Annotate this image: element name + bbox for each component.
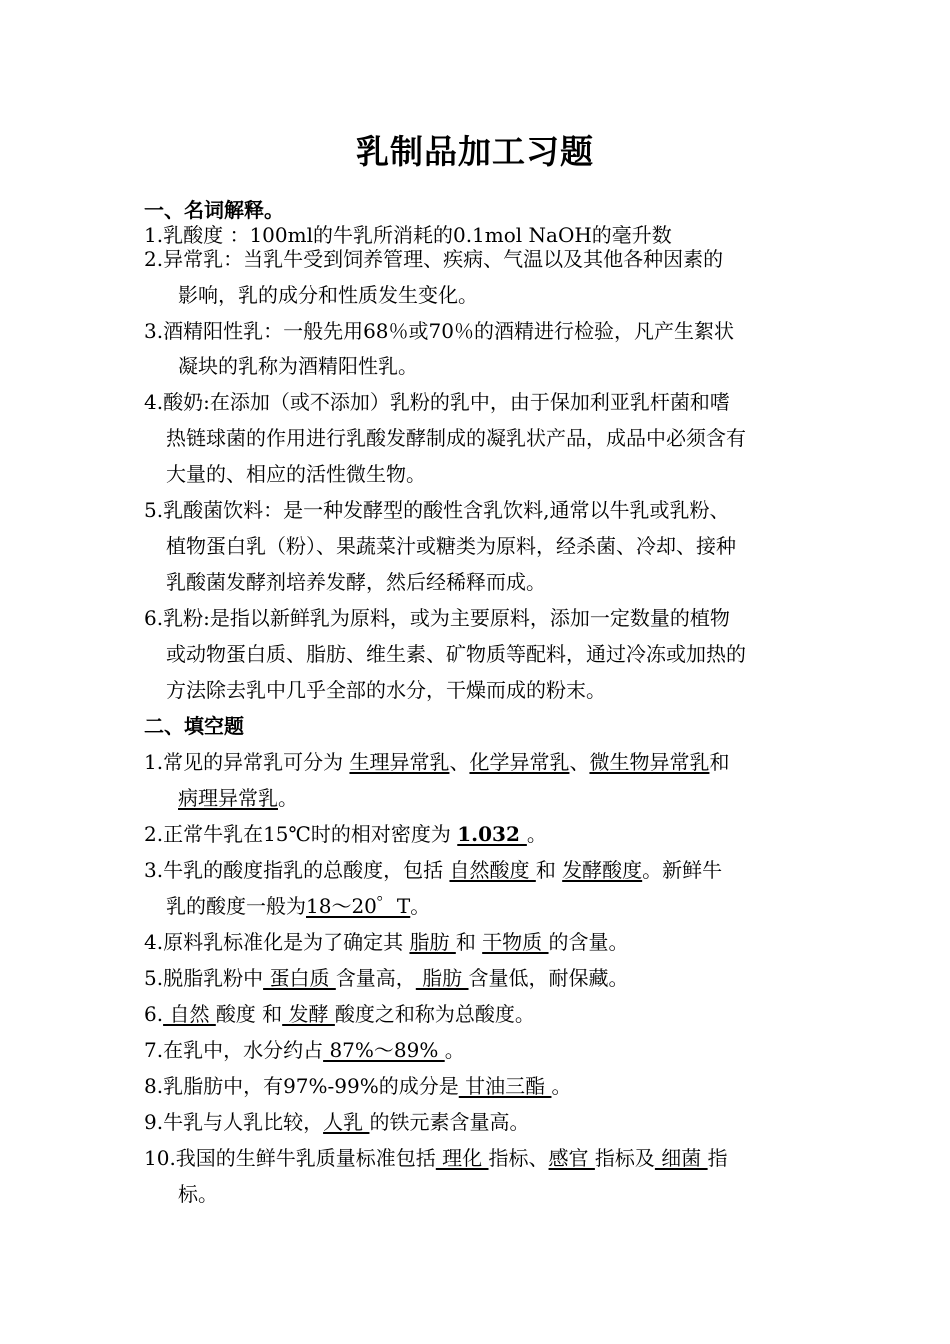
answer-blank: 蛋白质 [263, 966, 336, 990]
answer-blank: 微生物异常乳 [589, 750, 710, 774]
answer-blank: 干物质 [482, 930, 549, 954]
definition-5-cont-2: 乳酸菌发酵剂培养发酵，然后经稀释而成。 [166, 570, 546, 594]
answer-blank: 18～20゜T [306, 894, 411, 918]
question-3: 3.牛乳的酸度指乳的总酸度，包括 自然酸度 和 发酵酸度。新鲜牛 [144, 858, 723, 882]
answer-blank: 发酵 [282, 1002, 335, 1026]
answer-blank: 化学异常乳 [469, 750, 570, 774]
answer-blank: 人乳 [323, 1110, 370, 1134]
question-7: 7.在乳中，水分约占 87%～89% 。 [144, 1038, 465, 1062]
definition-6: 6.乳粉:是指以新鲜乳为原料，或为主要原料，添加一定数量的植物 [144, 606, 730, 630]
question-10-cont: 标。 [178, 1182, 218, 1206]
question-6: 6. 自然 酸度 和 发酵 酸度之和称为总酸度。 [144, 1002, 535, 1026]
definition-4: 4.酸奶:在添加（或不添加）乳粉的乳中，由于保加利亚乳杆菌和嗜 [144, 390, 730, 414]
answer-blank: 感官 [548, 1146, 595, 1170]
definition-2: 2.异常乳：当乳牛受到饲养管理、疾病、气温以及其他各种因素的 [144, 247, 724, 271]
page-title: 乳制品加工习题 [356, 132, 594, 171]
question-4: 4.原料乳标准化是为了确定其 脂肪 和 干物质 的含量。 [144, 930, 629, 954]
question-3-cont: 乳的酸度一般为18～20゜T。 [166, 894, 431, 918]
question-8: 8.乳脂肪中，有97%-99%的成分是 甘油三酯 。 [144, 1074, 572, 1098]
answer-blank: 脂肪 [409, 930, 456, 954]
definition-3: 3.酒精阳性乳：一般先用68％或70％的酒精进行检验，凡产生絮状 [144, 319, 734, 343]
question-10: 10.我国的生鲜牛乳质量标准包括 理化 指标、感官 指标及 细菌 指 [144, 1146, 728, 1170]
answer-blank: 理化 [435, 1146, 489, 1170]
definition-6-cont-1: 或动物蛋白质、脂肪、维生素、矿物质等配料，通过冷冻或加热的 [166, 642, 746, 666]
answer-blank: 细菌 [654, 1146, 708, 1170]
definition-4-cont-2: 大量的、相应的活性微生物。 [166, 462, 426, 486]
definition-2-cont: 影响，乳的成分和性质发生变化。 [178, 283, 478, 307]
answer-blank: 发酵酸度 [562, 858, 643, 882]
definition-4-cont-1: 热链球菌的作用进行乳酸发酵制成的凝乳状产品，成品中必须含有 [166, 426, 746, 450]
answer-blank: 自然 [163, 1002, 216, 1026]
question-2: 2.正常牛乳在15℃时的相对密度为 1.032 。 [144, 822, 547, 846]
answer-blank: 1.032 [457, 822, 527, 846]
section-heading-fill-blank: 二、填空题 [144, 714, 244, 738]
question-9: 9.牛乳与人乳比较，人乳 的铁元素含量高。 [144, 1110, 530, 1134]
definition-1: 1.乳酸度 ：100ml的牛乳所消耗的0.1mol NaOH的毫升数 [144, 223, 672, 247]
answer-blank: 甘油三酯 [458, 1074, 552, 1098]
definition-5: 5.乳酸菌饮料：是一种发酵型的酸性含乳饮料,通常以牛乳或乳粉、 [144, 498, 730, 522]
answer-blank: 自然酸度 [449, 858, 536, 882]
answer-blank: 87%～89% [323, 1038, 445, 1062]
question-5: 5.脱脂乳粉中 蛋白质 含量高， 脂肪 含量低，耐保藏。 [144, 966, 629, 990]
answer-blank: 病理异常乳 [178, 786, 278, 810]
answer-blank: 脂肪 [415, 966, 469, 990]
definition-6-cont-2: 方法除去乳中几乎全部的水分，干燥而成的粉末。 [166, 678, 606, 702]
definition-3-cont: 凝块的乳称为酒精阳性乳。 [178, 354, 418, 378]
question-1: 1.常见的异常乳可分为 生理异常乳、化学异常乳、微生物异常乳和 [144, 750, 730, 774]
question-1-cont: 病理异常乳。 [178, 786, 298, 810]
section-heading-definitions: 一、名词解释。 [144, 198, 284, 222]
definition-5-cont-1: 植物蛋白乳（粉）、果蔬菜汁或糖类为原料，经杀菌、冷却、接种 [166, 534, 736, 558]
answer-blank: 生理异常乳 [349, 750, 450, 774]
